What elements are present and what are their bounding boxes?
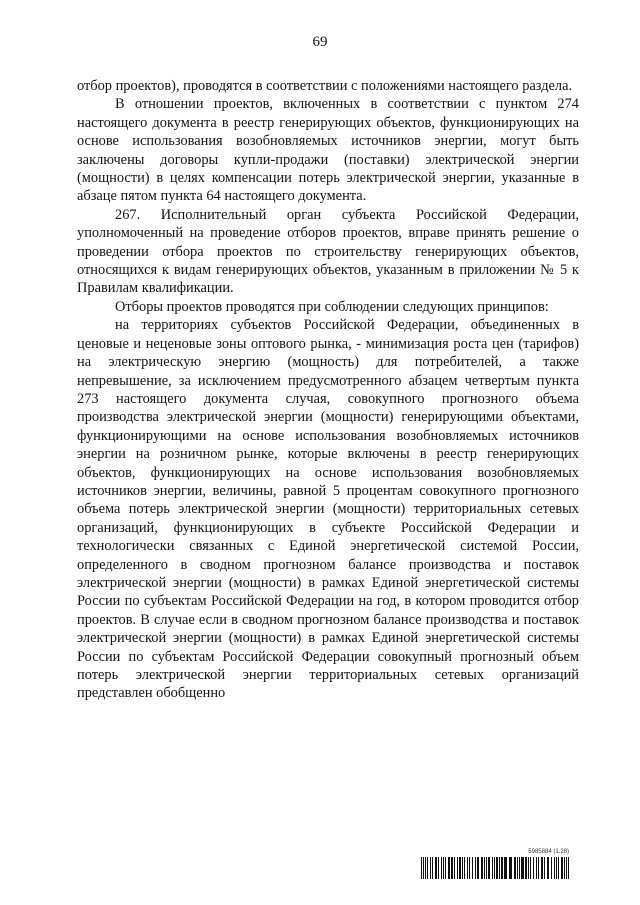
page-number: 69 bbox=[312, 34, 328, 50]
paragraph: В отношении проектов, включенных в соответствии с пунктом 274 настоящего документа в реестр генерирующих объектов, функционирующих на основе использования возобновляемых источников энергии, могут быть заключены договоры купли-продажи (поставки) электрической энергии (мощности) в целях компенсации потерь электрической энергии, указанные в абзаце пятом пункта 64 настоящего документа. bbox=[77, 96, 579, 205]
paragraph: на территориях субъектов Российской Федерации, объединенных в ценовые и неценовые зоны оптового рынка, - минимизация роста цен (тарифов) на электрическую энергию (мощность) для потребителей, а также непревышение, за исключением предусмотренного абзацем четвертым пункта 273 настоящего документа случая, совокупного прогнозного объема производства электрической энергии (мощности) генерирующими объектами, функционирующими на основе использования возобновляемых источников энергии на розничном рынке, которые включены в реестр генерирующих объектов, функционирующих на основе использования возобновляемых источников энергии, величины, равной 5 процентам совокупного прогнозного объема потерь электрической энергии (мощности) территориальных сетевых организаций, функционирующих в субъекте Российской Федерации и технологически связанных с Единой энергетической системой России, определенного в сводном прогнозном балансе производства и поставок электрической энергии (мощности) в рамках Единой энергетической системы России по субъектам Российской Федерации на год, в котором проводится отбор проектов. В случае если в сводном прогнозном балансе производства и поставок электрической энергии (мощности) в рамках Единой энергетической системы России по субъектам Российской Федерации совокупный прогнозный объем потерь электрической энергии территориальных сетевых организаций представлен обобщенно bbox=[77, 317, 579, 702]
barcode-block bbox=[421, 849, 571, 879]
document-body bbox=[77, 77, 579, 703]
barcode-icon bbox=[421, 857, 571, 879]
barcode-label: 5985884 (1.28) bbox=[528, 849, 569, 855]
paragraph: отбор проектов), проводятся в соответствии с положениями настоящего раздела. bbox=[77, 78, 573, 94]
paragraph: Отборы проектов проводятся при соблюдении следующих принципов: bbox=[115, 298, 549, 315]
paragraph: 267. Исполнительный орган субъекта Российской Федерации, уполномоченный на проведение отборов проектов, вправе принять решение о проведении отбора проектов по строительству генерирующих объектов, относящихся к видам генерирующих объектов, указанным в приложении № 5 к Правилам квалификации. bbox=[77, 206, 579, 297]
